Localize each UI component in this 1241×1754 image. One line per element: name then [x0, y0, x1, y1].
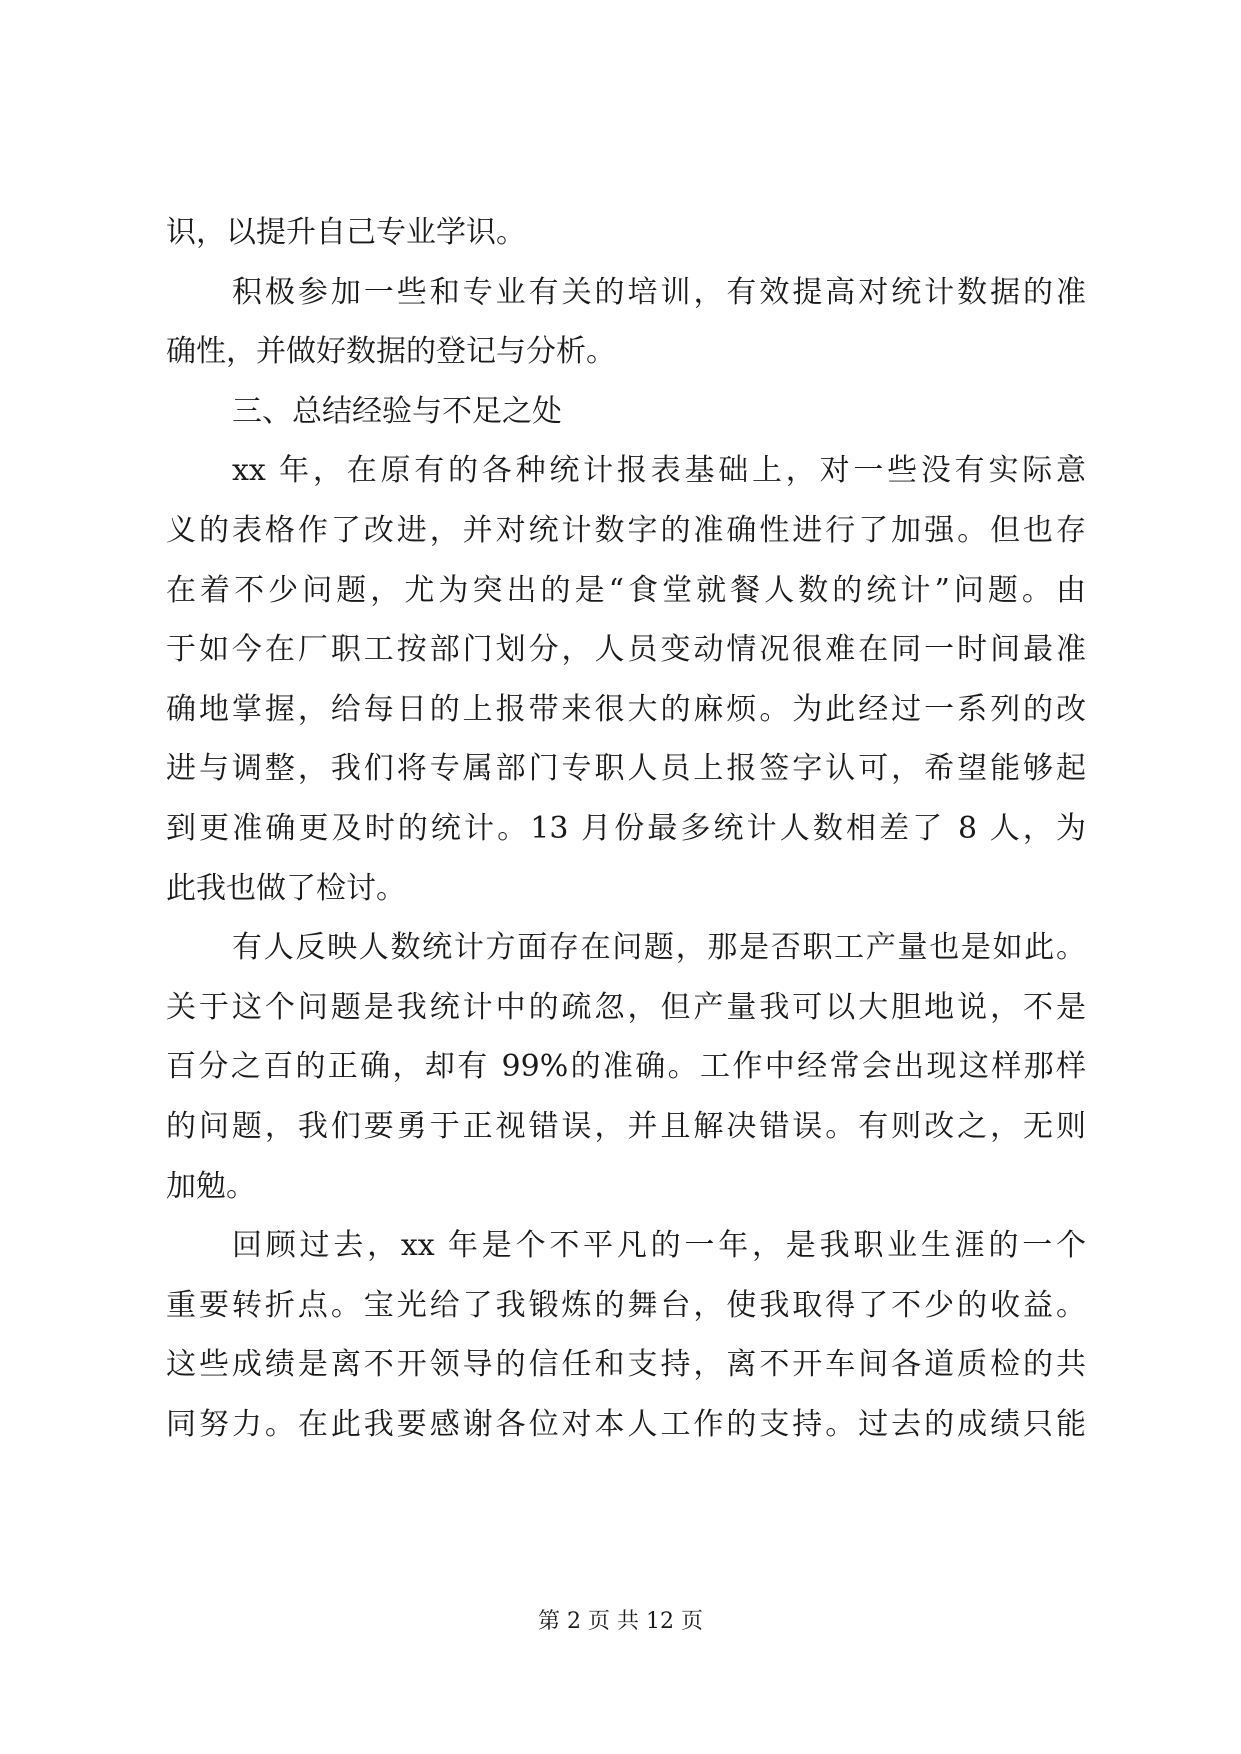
- paragraph-start-line: 积极参加一些和专业有关的培训，有效提高对统计数据的准: [232, 274, 1086, 310]
- text-line: 确性，并做好数据的登记与分析。: [166, 334, 616, 370]
- paragraph-start-line: xx 年，在原有的各种统计报表基础上，对一些没有实际意: [232, 453, 1086, 489]
- text-line: 于如今在厂职工按部门划分，人员变动情况很难在同一时间最准: [166, 632, 1086, 668]
- text-line: 进与调整，我们将专属部门专职人员上报签字认可，希望能够起: [166, 751, 1086, 787]
- section-heading: 三、总结经验与不足之处: [232, 393, 562, 429]
- paragraph-start-line: 有人反映人数统计方面存在问题，那是否职工产量也是如此。: [232, 930, 1086, 966]
- text-line: 重要转折点。宝光给了我锻炼的舞台，使我取得了不少的收益。: [166, 1287, 1086, 1323]
- text-line: 识，以提升自己专业学识。: [166, 215, 526, 250]
- text-line: 此我也做了检讨。: [166, 870, 406, 906]
- text-line: 在着不少问题，尤为突出的是“食堂就餐人数的统计”问题。由: [166, 572, 1086, 608]
- text-line: 义的表格作了改进，并对统计数字的准确性进行了加强。但也存: [166, 512, 1086, 548]
- paragraph-start-line: 回顾过去，xx 年是个不平凡的一年，是我职业生涯的一个: [232, 1228, 1086, 1264]
- text-line: 同努力。在此我要感谢各位对本人工作的支持。过去的成绩只能: [166, 1406, 1086, 1442]
- text-line: 加勉。: [166, 1168, 256, 1204]
- text-line: 确地掌握，给每日的上报带来很大的麻烦。为此经过一系列的改: [166, 691, 1086, 727]
- page-number-footer: 第 2 页 共 12 页: [538, 1609, 703, 1634]
- text-line: 到更准确更及时的统计。13 月份最多统计人数相差了 8 人，为: [166, 810, 1086, 846]
- text-line: 这些成绩是离不开领导的信任和支持，离不开车间各道质检的共: [166, 1347, 1086, 1383]
- text-line: 关于这个问题是我统计中的疏忽，但产量我可以大胆地说，不是: [166, 989, 1086, 1025]
- body-text: [166, 203, 1086, 1454]
- text-line: 百分之百的正确，却有 99%的准确。工作中经常会出现这样那样: [166, 1049, 1086, 1085]
- text-line: 的问题，我们要勇于正视错误，并且解决错误。有则改之，无则: [166, 1108, 1086, 1144]
